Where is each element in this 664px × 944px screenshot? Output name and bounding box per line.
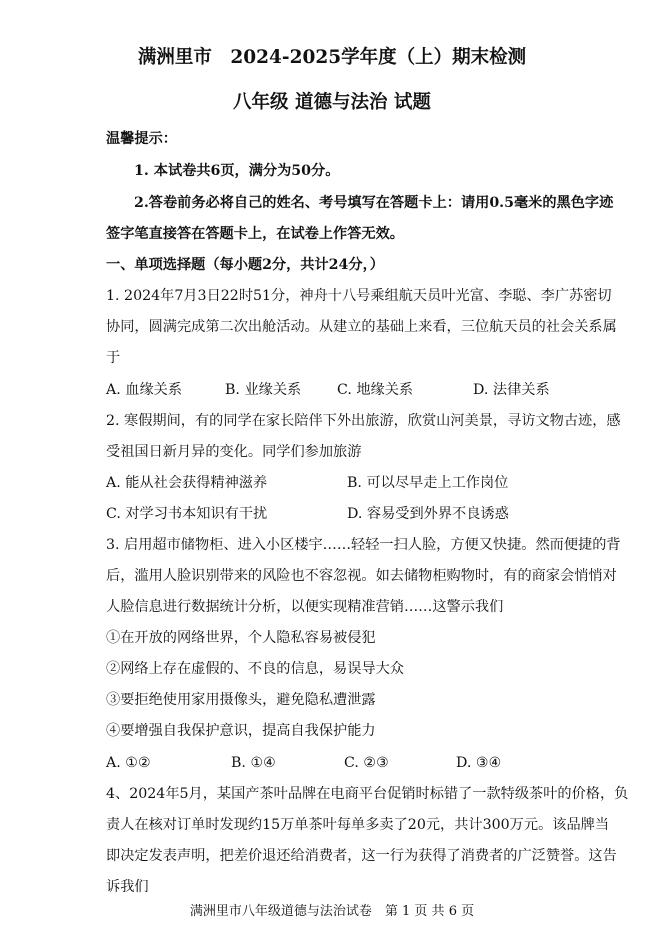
page-footer: 满洲里市八年级道德与法治试卷 第 1 页 共 6 页	[189, 904, 475, 919]
q3-line-1: 3. 启用超市储物柜、进入小区楼宇……轻轻一扫人脸，方便又快捷。然而便捷的背	[106, 537, 621, 553]
q3-line-2: 后，滥用人脸识别带来的风险也不容忽视。如去储物柜购物时，有的商家会悄悄对	[106, 568, 617, 584]
q1-option-c: C. 地缘关系	[337, 382, 414, 398]
notice-heading: 温馨提示：	[106, 131, 177, 147]
q3-statement-4: ④要增强自我保护意识，提高自我保护能力	[106, 723, 376, 739]
q3-option-d: D. ③④	[456, 755, 502, 771]
notice-item-1: 1. 本试卷共6页，满分为50分。	[134, 163, 340, 179]
q4-line-2: 责人在核对订单时发现约15万单茶叶每单多卖了20元，共计300万元。该品牌当	[106, 817, 610, 833]
q2-option-b: B. 可以尽早走上工作岗位	[347, 475, 509, 491]
q3-option-c: C. ②③	[344, 755, 389, 771]
q2-line-1: 2. 寒假期间，有的同学在家长陪伴下外出旅游，欣赏山河美景，寻访文物古迹，感	[106, 413, 621, 429]
q1-option-a: A. 血缘关系	[106, 382, 183, 398]
q3-statement-3: ③要拒绝使用家用摄像头，避免隐私遭泄露	[106, 692, 376, 708]
notice-item-2-line-2: 签字笔直接答在答题卡上，在试卷上作答无效。	[106, 226, 404, 242]
notice-item-2-line-1: 2.答卷前务必将自己的姓名、考号填写在答题卡上：请用0.5毫米的黑色字迹	[134, 195, 614, 211]
q1-line-2: 协同，圆满完成第二次出舱活动。从建立的基础上来看，三位航天员的社会关系属	[106, 319, 617, 335]
q4-line-4: 诉我们	[106, 879, 149, 895]
q2-line-2: 受祖国日新月异的变化。同学们参加旅游	[106, 444, 362, 460]
q2-option-a: A. 能从社会获得精神滋养	[106, 475, 268, 491]
section-1-heading: 一、单项选择题（每小题2分，共计24分，）	[106, 257, 384, 273]
exam-title: 满洲里市 2024-2025学年度（上）期末检测	[137, 47, 527, 68]
q3-line-3: 人脸信息进行数据统计分析，以便实现精准营销……这警示我们	[106, 599, 504, 615]
q2-option-c: C. 对学习书本知识有干扰	[106, 506, 268, 522]
q3-option-b: B. ①④	[231, 755, 276, 771]
q1-option-d: D. 法律关系	[473, 382, 550, 398]
q1-line-1: 1. 2024年7月3日22时51分，神舟十八号乘组航天员叶光富、李聪、李广苏密切	[106, 288, 612, 304]
q4-line-1: 4、2024年5月，某国产茶叶品牌在电商平台促销时标错了一款特级茶叶的价格，负	[106, 786, 629, 802]
q3-statement-1: ①在开放的网络世界，个人隐私容易被侵犯	[106, 630, 376, 646]
q4-line-3: 即决定发表声明，把差价退还给消费者，这一行为获得了消费者的广泛赞誉。这告	[106, 848, 617, 864]
q1-option-b: B. 业缘关系	[225, 382, 302, 398]
exam-subtitle: 八年级 道德与法治 试题	[233, 92, 431, 113]
q3-option-a: A. ①②	[106, 755, 151, 771]
q1-line-3: 于	[106, 350, 121, 366]
q2-option-d: D. 容易受到外界不良诱惑	[347, 506, 509, 522]
q3-statement-2: ②网络上存在虚假的、不良的信息，易误导大众	[106, 661, 404, 677]
